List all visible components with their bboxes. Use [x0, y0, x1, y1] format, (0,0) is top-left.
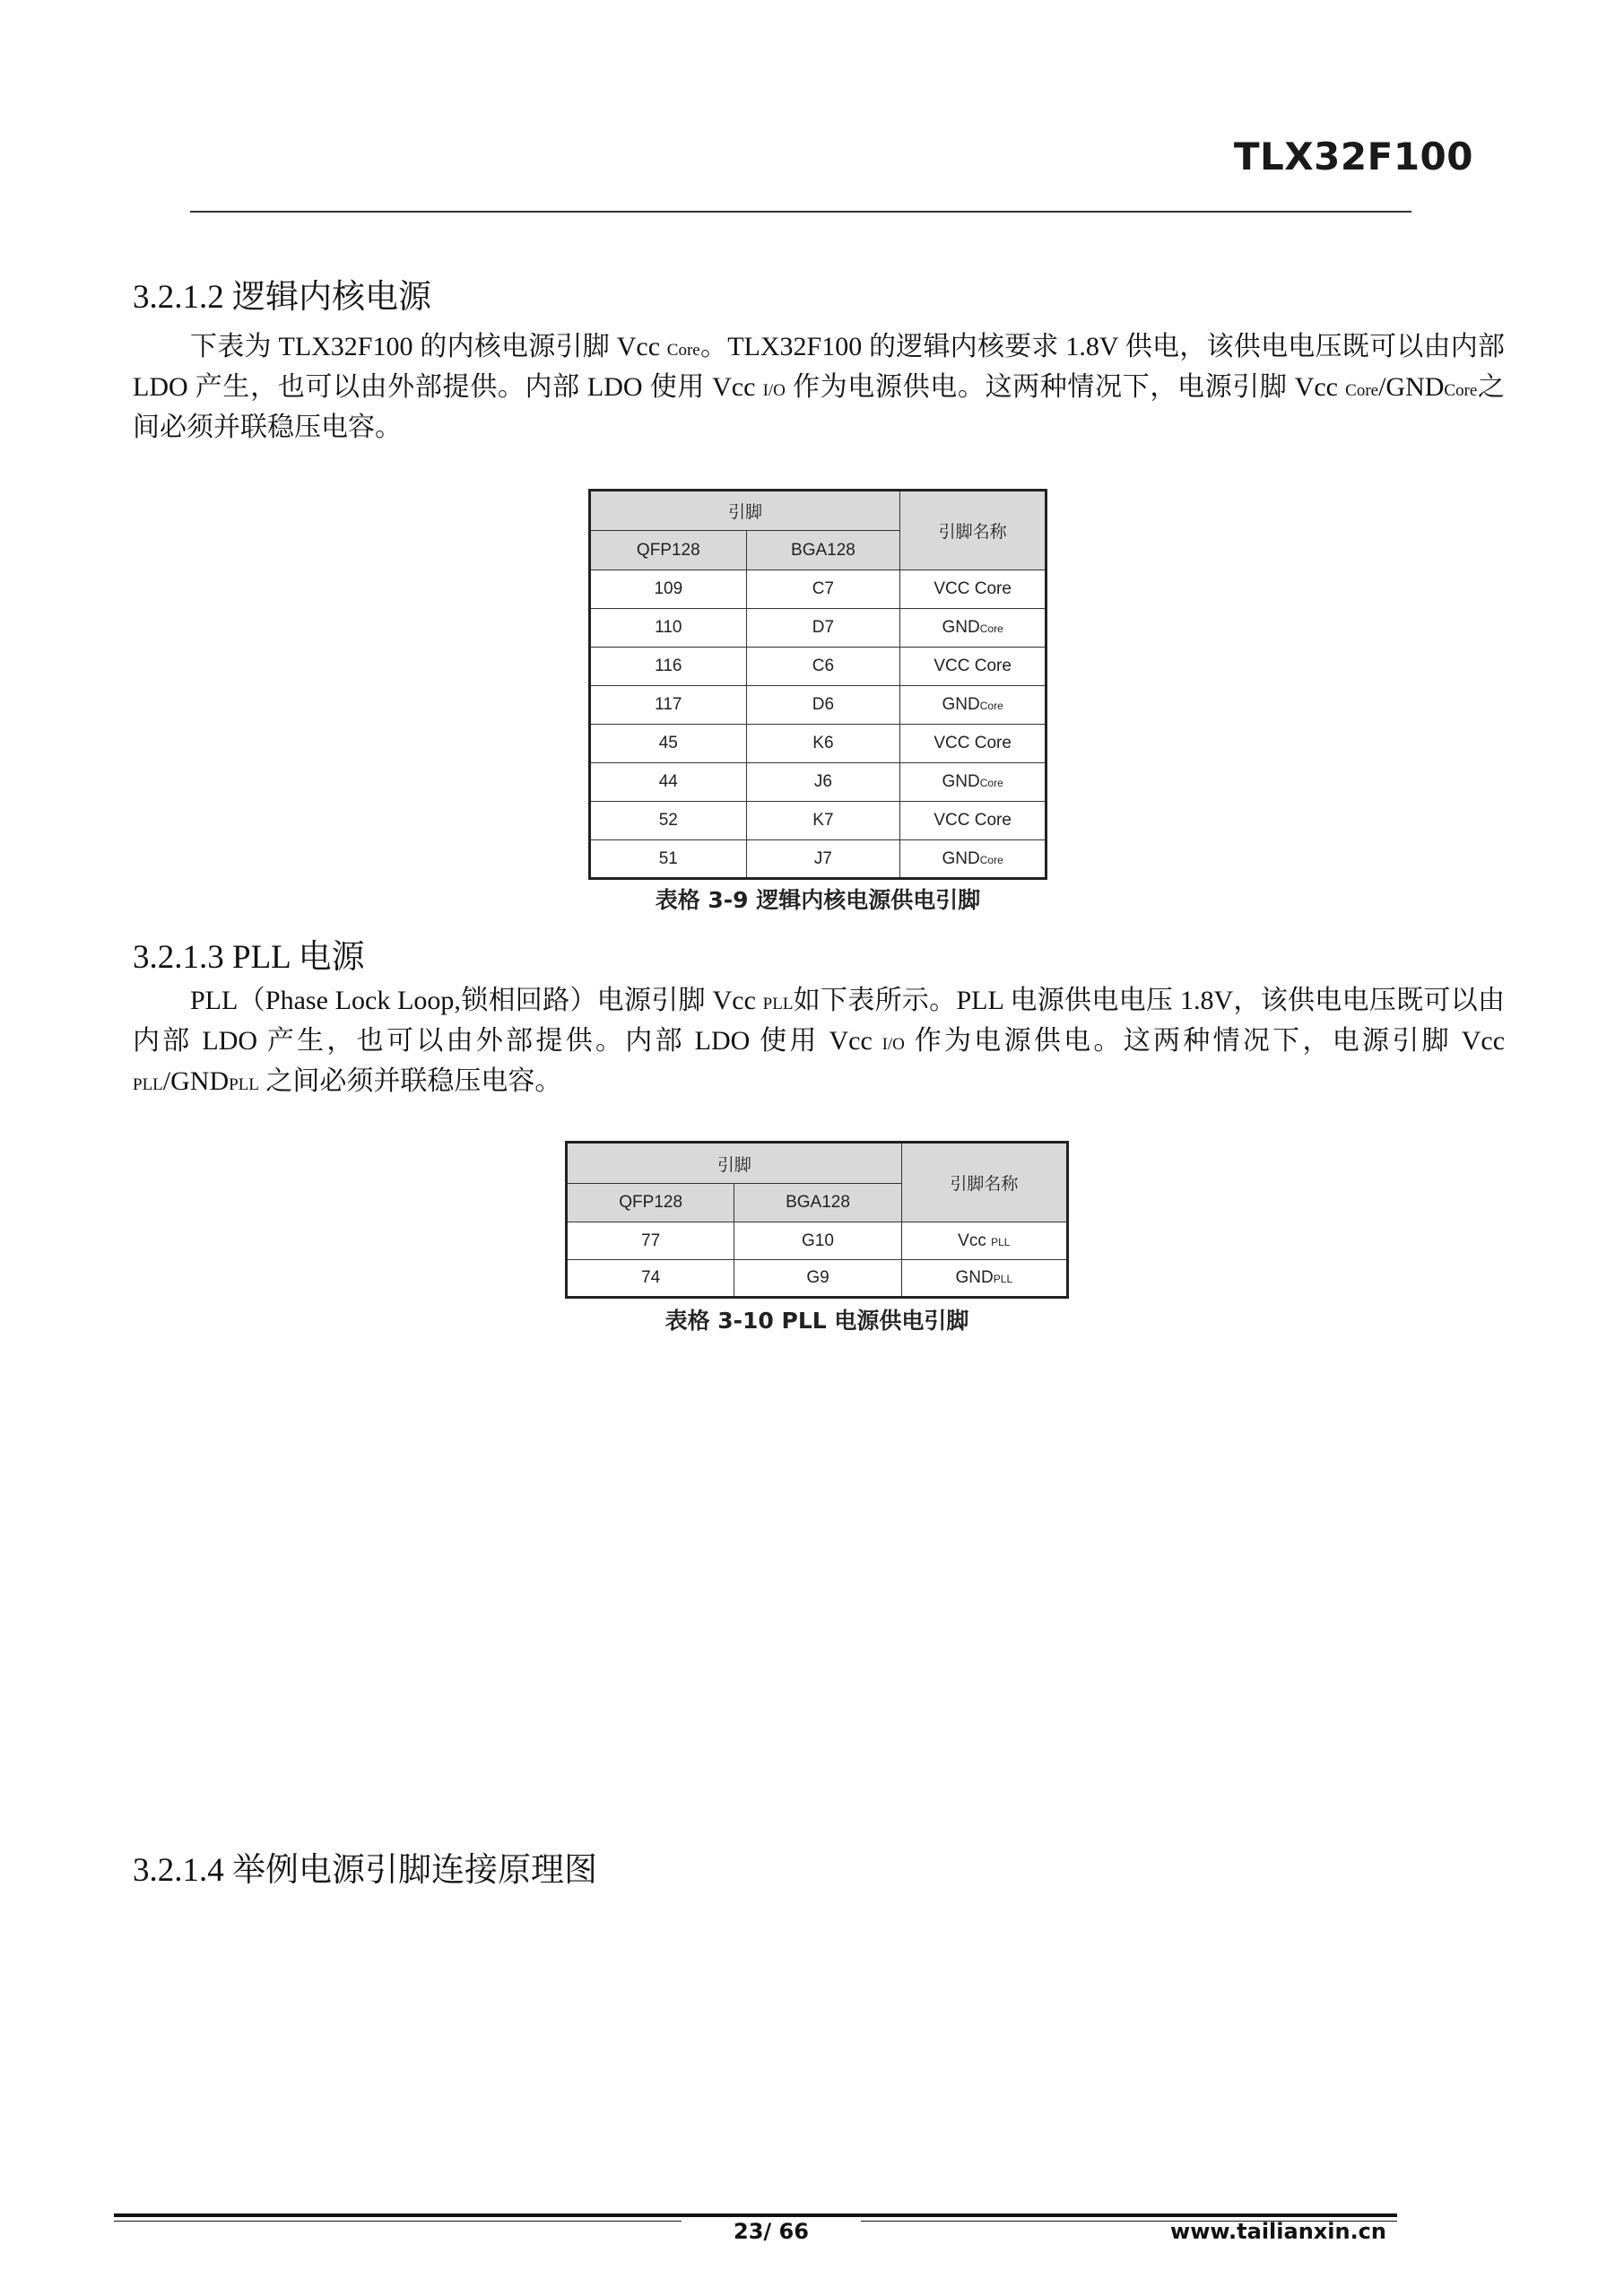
cell-bga: K6	[746, 725, 900, 763]
section-heading-pll: 3.2.1.3 PLL 电源	[133, 939, 365, 976]
pin-name-subscript: PLL	[991, 1235, 1011, 1248]
cell-pin-name	[900, 686, 1046, 725]
pin-name-text: VCC Core	[934, 657, 1012, 675]
cell-pin-name	[900, 570, 1046, 609]
paragraph-text: /GND	[162, 1066, 230, 1096]
pin-name-text: GND	[942, 848, 980, 868]
cell-bga: J7	[746, 840, 900, 879]
cell-bga: J6	[746, 763, 900, 802]
footer-website: www.tailianxin.cn	[1170, 2219, 1386, 2244]
cell-pin-name	[900, 648, 1046, 686]
pin-name-text: VCC Core	[934, 811, 1012, 830]
cell-qfp: 45	[590, 725, 747, 763]
table-col-name-header: 引脚名称	[900, 491, 1046, 570]
subscript-text: PLL	[133, 1075, 163, 1094]
pin-name-subscript: Core	[979, 853, 1003, 866]
table-row	[590, 648, 1046, 686]
table-row	[590, 609, 1046, 648]
cell-pin-name	[900, 840, 1046, 879]
table-row	[590, 725, 1046, 763]
pin-name-subscript: Core	[979, 700, 1003, 712]
table-col-qfp-header: QFP128	[567, 1184, 734, 1222]
section-paragraph-pll	[133, 982, 1505, 1103]
table-row	[590, 570, 1046, 609]
cell-bga: D7	[746, 609, 900, 648]
pin-name-subscript: Core	[979, 622, 1003, 635]
brand-title: TLX32F100	[1233, 135, 1473, 178]
cell-bga: D6	[746, 686, 900, 725]
cell-qfp: 110	[590, 609, 747, 648]
cell-qfp: 117	[590, 686, 747, 725]
cell-qfp: 77	[567, 1222, 734, 1260]
paragraph-text: 作为电源供电。这两种情况下，电源引脚 Vcc	[785, 372, 1346, 402]
section-heading-core: 3.2.1.2 逻辑内核电源	[133, 279, 431, 316]
pin-name-subscript: PLL	[993, 1273, 1013, 1285]
subscript-text: PLL	[229, 1075, 259, 1094]
pll-pin-table	[565, 1141, 1069, 1299]
pin-name-text: VCC Core	[934, 734, 1012, 752]
subscript-text: I/O	[881, 1035, 905, 1054]
subscript-text: PLL	[762, 995, 794, 1013]
table-row	[590, 686, 1046, 725]
cell-pin-name	[900, 609, 1046, 648]
cell-pin-name	[900, 763, 1046, 802]
paragraph-text: 之间必须并联稳压电容。	[258, 1066, 562, 1096]
core-pin-table	[588, 489, 1047, 880]
pll-table-caption: 表格 3-10 PLL 电源供电引脚	[664, 1308, 969, 1334]
paragraph-text: 作为电源供电。这两种情况下，电源引脚 Vcc	[904, 1026, 1506, 1056]
paragraph-text: PLL（Phase Lock Loop,锁相回路）电源引脚 Vcc	[190, 986, 763, 1015]
cell-qfp: 52	[590, 802, 747, 840]
table-group-header: 引脚	[567, 1143, 902, 1184]
paragraph-text: /GND	[1378, 372, 1445, 402]
cell-pin-name	[901, 1260, 1067, 1298]
pin-name-subscript: Core	[979, 777, 1003, 789]
paragraph-text: 下表为 TLX32F100 的内核电源引脚 Vcc	[190, 332, 667, 361]
footer-divider	[114, 2213, 1397, 2217]
pin-name-text: VCC Core	[934, 579, 1012, 598]
paragraph-text: 之间必须并联稳压电容。	[133, 372, 1505, 442]
cell-bga: K7	[746, 802, 900, 840]
cell-pin-name	[901, 1222, 1067, 1260]
pin-name-text: GND	[942, 772, 980, 791]
cell-qfp: 51	[590, 840, 747, 879]
pin-name-text: GND	[942, 695, 980, 714]
section-heading-example: 3.2.1.4 举例电源引脚连接原理图	[133, 1852, 597, 1889]
cell-bga: C6	[746, 648, 900, 686]
cell-pin-name	[900, 802, 1046, 840]
paragraph-text: 。TLX32F100 的逻辑内核要求 1.8V 供电，该供电电压既可以由内部 LDO 产生，也可以由外部提供。内部 LDO 使用 Vcc	[133, 332, 1506, 402]
pin-name-text: GND	[942, 618, 980, 637]
cell-bga: G10	[734, 1222, 901, 1260]
table-row	[567, 1260, 1068, 1298]
table-col-bga-header: BGA128	[746, 531, 900, 570]
subscript-text: Core	[1444, 381, 1478, 400]
cell-bga: C7	[746, 570, 900, 609]
paragraph-text: 如下表所示。PLL 电源供电电压 1.8V，该供电电压既可以由内部 LDO 产生，也可以由外部提供。内部 LDO 使用 Vcc	[133, 986, 1505, 1056]
subscript-text: Core	[666, 341, 700, 360]
table-col-qfp-header: QFP128	[590, 531, 747, 570]
header-divider	[190, 211, 1411, 213]
pin-name-text: Vcc	[958, 1231, 992, 1250]
table-row	[567, 1222, 1068, 1260]
table-col-bga-header: BGA128	[734, 1184, 901, 1222]
page-number: 23/ 66	[682, 2219, 861, 2244]
table-col-name-header: 引脚名称	[901, 1143, 1067, 1222]
subscript-text: I/O	[762, 381, 786, 400]
cell-pin-name	[900, 725, 1046, 763]
cell-qfp: 109	[590, 570, 747, 609]
section-paragraph-core	[133, 328, 1505, 446]
pin-name-text: GND	[955, 1268, 994, 1287]
cell-qfp: 74	[567, 1260, 734, 1298]
table-row	[590, 802, 1046, 840]
core-table-caption: 表格 3-9 逻辑内核电源供电引脚	[655, 887, 981, 913]
subscript-text: Core	[1345, 381, 1379, 400]
table-row	[590, 840, 1046, 879]
cell-qfp: 44	[590, 763, 747, 802]
table-row	[590, 763, 1046, 802]
cell-bga: G9	[734, 1260, 901, 1298]
table-group-header: 引脚	[590, 491, 900, 531]
cell-qfp: 116	[590, 648, 747, 686]
